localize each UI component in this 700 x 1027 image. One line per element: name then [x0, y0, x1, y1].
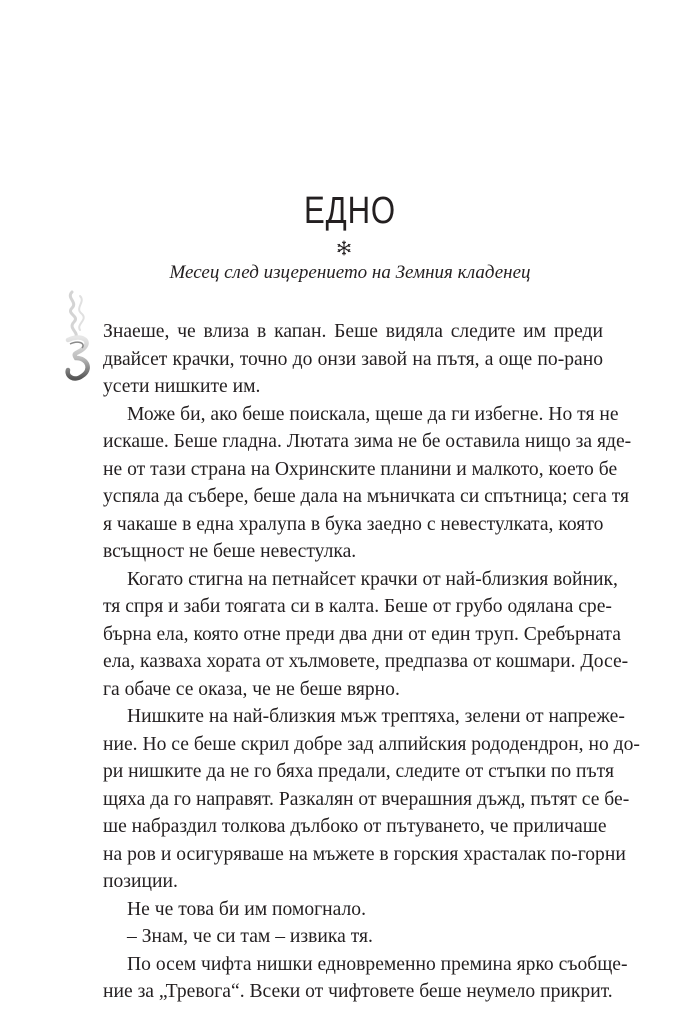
text-line: не от тази страна на Охринските планини и малкото, което бе — [103, 458, 618, 480]
text-line: я чакаше в една хралупа в бука заедно с невестулката, която — [103, 513, 604, 535]
text-line: усети нишките им. — [103, 376, 261, 397]
text-line: бърна ела, която отне преди два дни от един труп. Сребърната — [103, 623, 621, 645]
text-line: По осем чифта нишки едновременно премина ярко съобще- — [127, 953, 628, 975]
text-line: тя спря и заби тоягата си в калта. Беше от грубо одялана сре- — [103, 596, 612, 617]
text-line: ела, казваха хората от хълмовете, предпазва от кошмари. Досе- — [103, 651, 629, 672]
text-line: ние за „Тревога“. Всеки от чифтовете беше неумело прикрит. — [103, 981, 613, 1002]
text-line: ние. Но се беше скрил добре зад алпийския рододендрон, но до- — [103, 733, 640, 755]
text-line: двайсет крачки, точно до онзи завой на пътя, а още по-рано — [103, 348, 603, 370]
text-line: Когато стигна на петнайсет крачки от най-близкия войник, — [127, 568, 618, 590]
text-line: щяха да го направят. Разкалян от вчерашния дъжд, пътят се бе- — [103, 788, 630, 810]
text-line: всъщност не беше невестулка. — [103, 541, 357, 562]
chapter-body-text — [103, 318, 640, 1006]
text-line: Знаеше, че влиза в капан. Беше видяла следите им преди — [103, 321, 603, 342]
text-line: позиции. — [103, 871, 178, 892]
text-line: ри нишките да не го бяха предали, следите от стъпки по пътя — [103, 761, 614, 782]
text-line: га обаче се оказа, че не беше вярно. — [103, 678, 400, 700]
ornate-dropcap-smoke-icon — [58, 288, 98, 388]
text-line: Не че това би им помогнало. — [127, 898, 366, 920]
text-line: искаше. Беше гладна. Лютата зима не бе оставила нищо за яде- — [103, 431, 632, 452]
chapter-subtitle: Месец след изцерението на Земния кладенец — [169, 262, 531, 283]
text-line: Нишките на най-близкия мъж трептяха, зелени от напреже- — [127, 706, 625, 727]
text-line: Може би, ако беше поискала, щеше да ги избегне. Но тя не — [127, 403, 619, 425]
snowflake-asterisk-icon — [336, 240, 352, 256]
text-line: – Знам, че си там – извика тя. — [127, 926, 373, 947]
chapter-title: ЕДНО — [304, 190, 396, 232]
text-line: на ров и осигуряваше на мъжете в горския храсталак по-горни — [103, 843, 626, 865]
text-line: успяла да събере, беше дала на мъничката си спътница; сега тя — [103, 486, 630, 507]
text-line: ше набраздил толкова дълбоко от пътуването, че приличаше — [103, 816, 607, 837]
dropcap-letter: З — [103, 321, 113, 342]
